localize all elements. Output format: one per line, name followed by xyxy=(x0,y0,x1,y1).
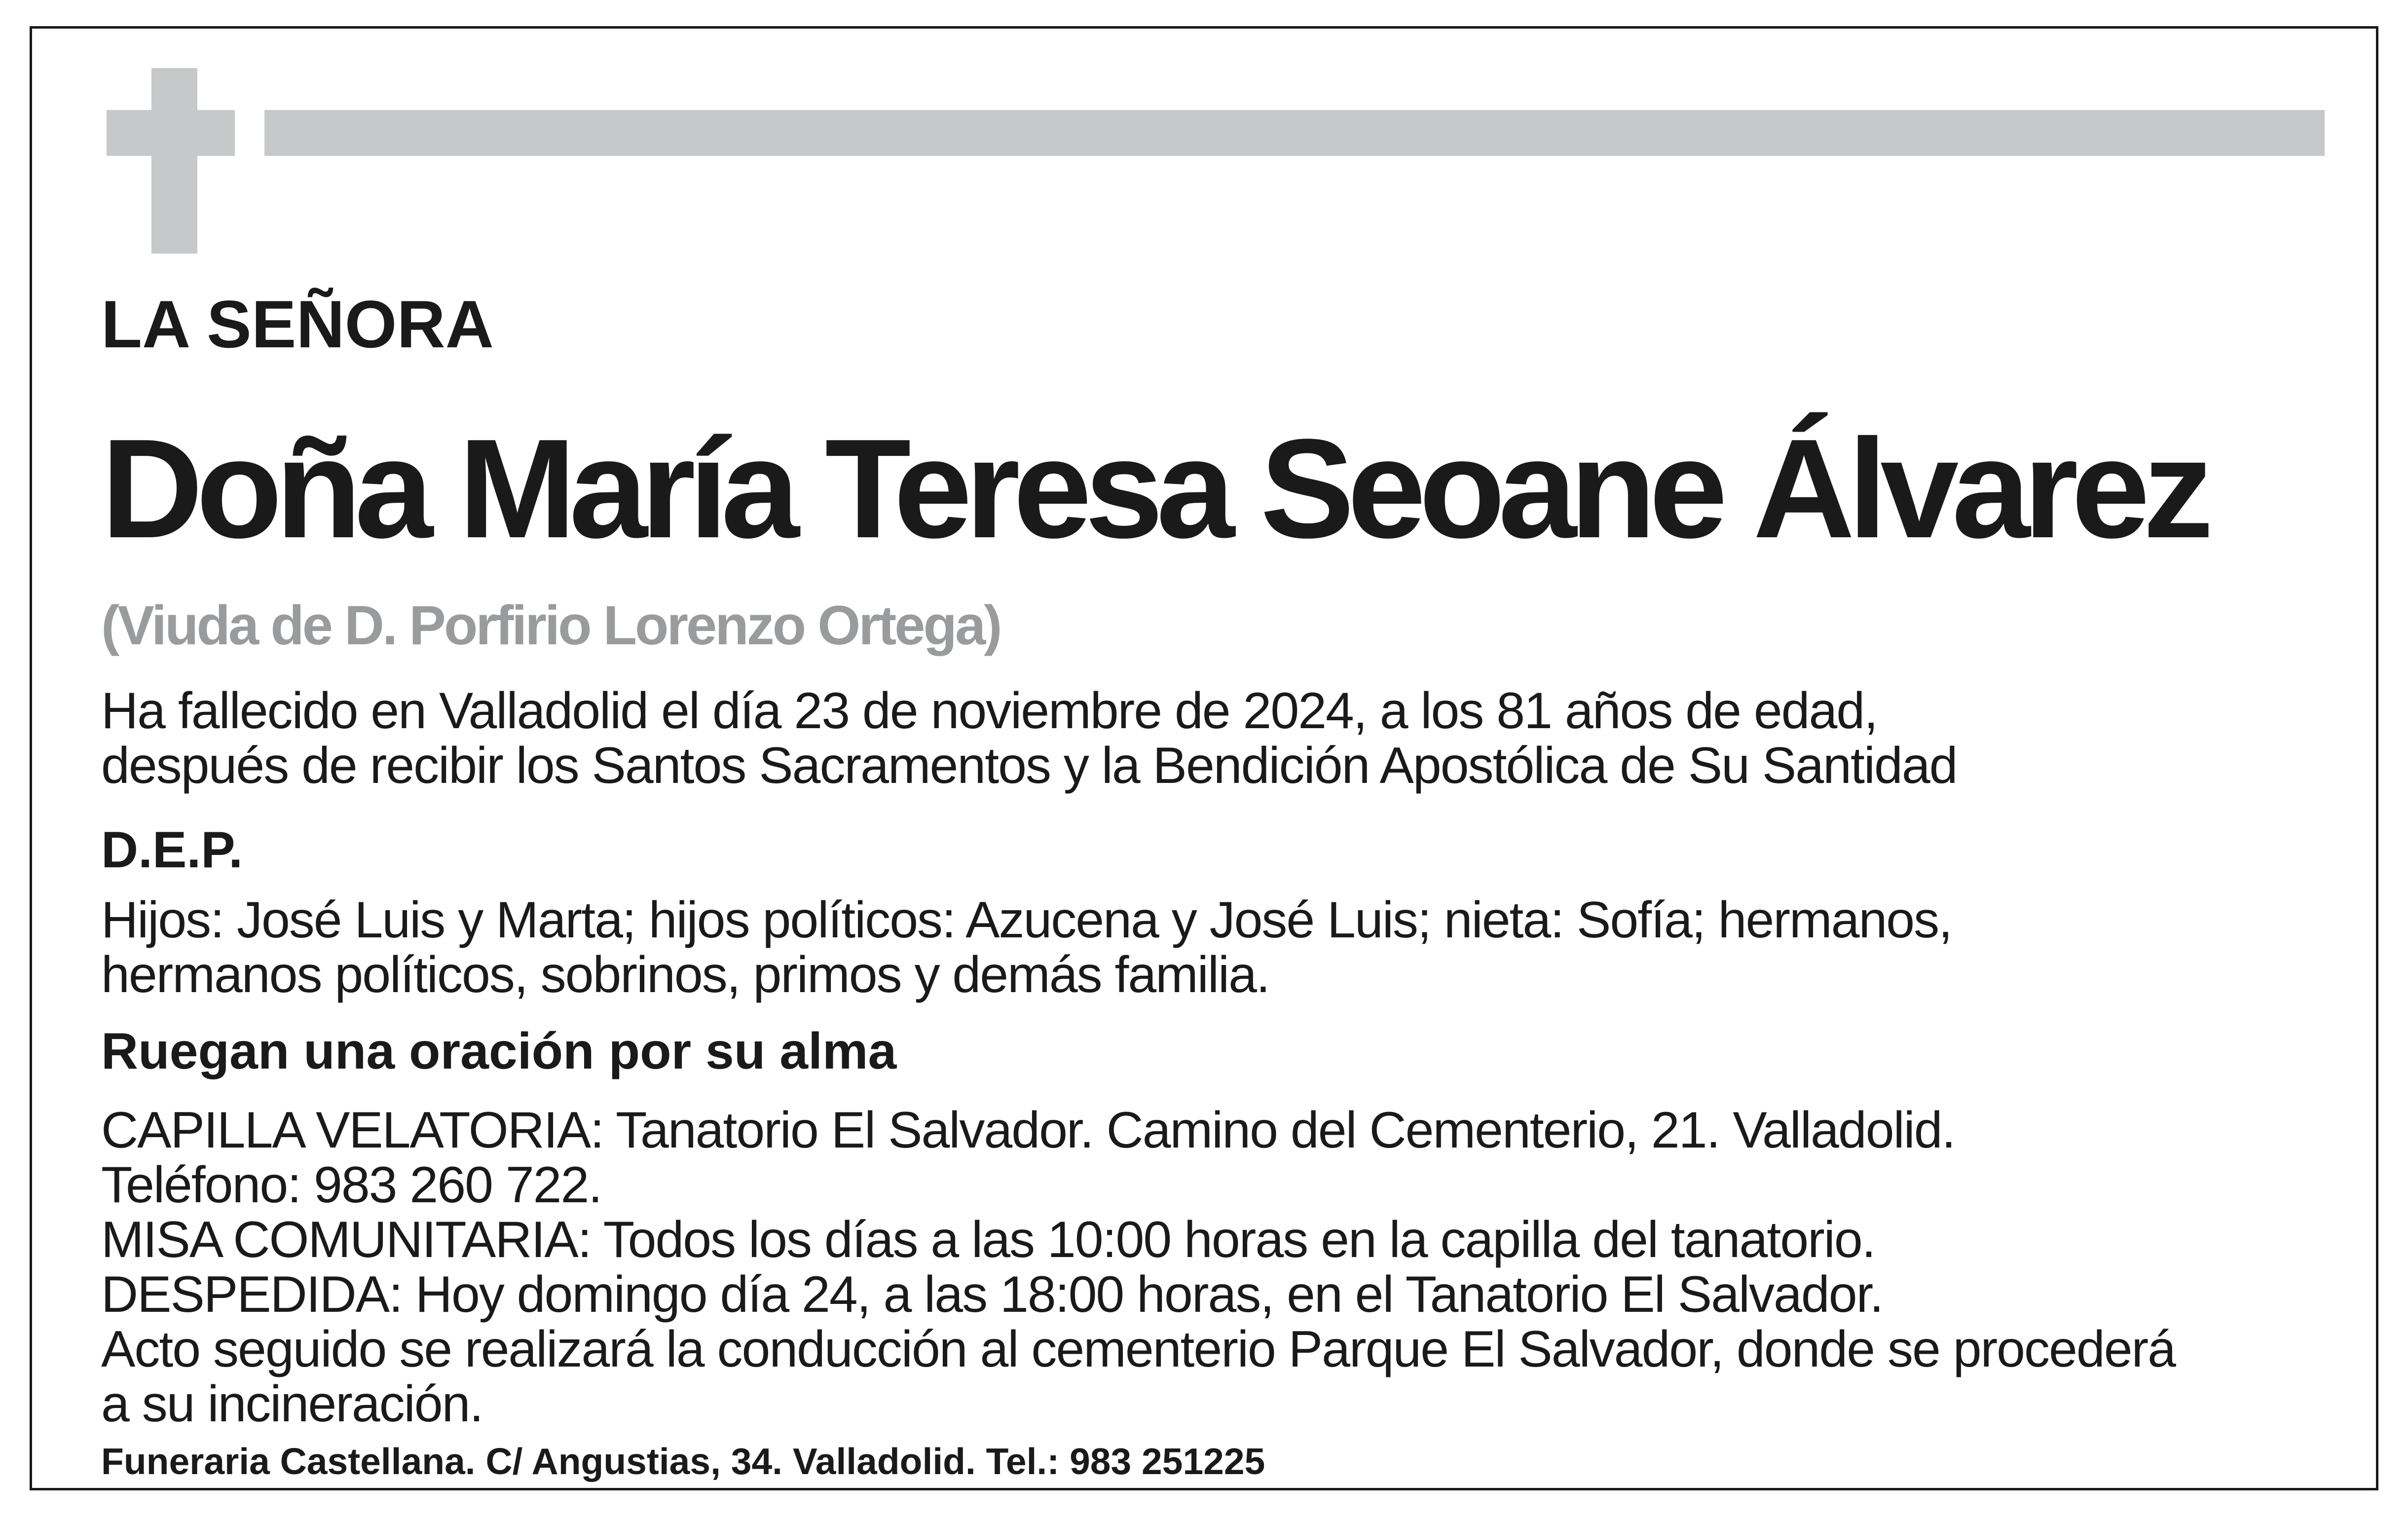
announcement-line: Ha fallecido en Valladolid el día 23 de noviembre de 2024, a los 81 años de edad, xyxy=(101,682,1878,740)
rip-label: D.E.P. xyxy=(101,821,243,879)
cross-vertical-bar xyxy=(151,68,197,254)
family-line: Hijos: José Luis y Marta; hijos políticos: Azucena y José Luis; nieta: Sofía; hermanos, xyxy=(101,891,1952,949)
prayer-request: Ruegan una oración por su alma xyxy=(101,1023,897,1080)
family-line: hermanos políticos, sobrinos, primos y demás familia. xyxy=(101,946,1269,1003)
details-line-mass: MISA COMUNITARIA: Todos los días a las 10:00 horas en la capilla del tanatorio. xyxy=(101,1211,1875,1268)
details-line-procession: Acto seguido se realizará la conducción al cementerio Parque El Salvador, donde se procederá xyxy=(101,1321,2176,1378)
announcement-line: después de recibir los Santos Sacramentos y la Bendición Apostólica de Su Santidad xyxy=(101,737,1957,794)
header-divider-bar xyxy=(264,110,2325,156)
service-details xyxy=(101,1103,2175,1432)
details-line-phone: Teléfono: 983 260 722. xyxy=(101,1156,602,1214)
details-line-farewell: DESPEDIDA: Hoy domingo día 24, a las 18:00 horas, en el Tanatorio El Salvador. xyxy=(101,1266,1883,1323)
cross-horizontal-bar xyxy=(107,110,235,156)
deceased-name: Doña María Teresa Seoane Álvarez xyxy=(101,409,2207,567)
announcement-paragraph xyxy=(101,684,1957,793)
details-line-chapel: CAPILLA VELATORIA: Tanatorio El Salvador. Camino del Cementerio, 21. Valladolid. xyxy=(101,1102,1955,1159)
widow-note: (Viuda de D. Porfirio Lorenzo Ortega) xyxy=(101,594,1000,656)
details-line-cremation: a su incineración. xyxy=(101,1375,483,1433)
family-paragraph xyxy=(101,893,1952,1002)
funeral-home-footer: Funeraria Castellana. C/ Angustias, 34. Valladolid. Tel.: 983 251225 xyxy=(101,1441,1265,1482)
honorific-heading: LA SEÑORA xyxy=(101,287,494,362)
